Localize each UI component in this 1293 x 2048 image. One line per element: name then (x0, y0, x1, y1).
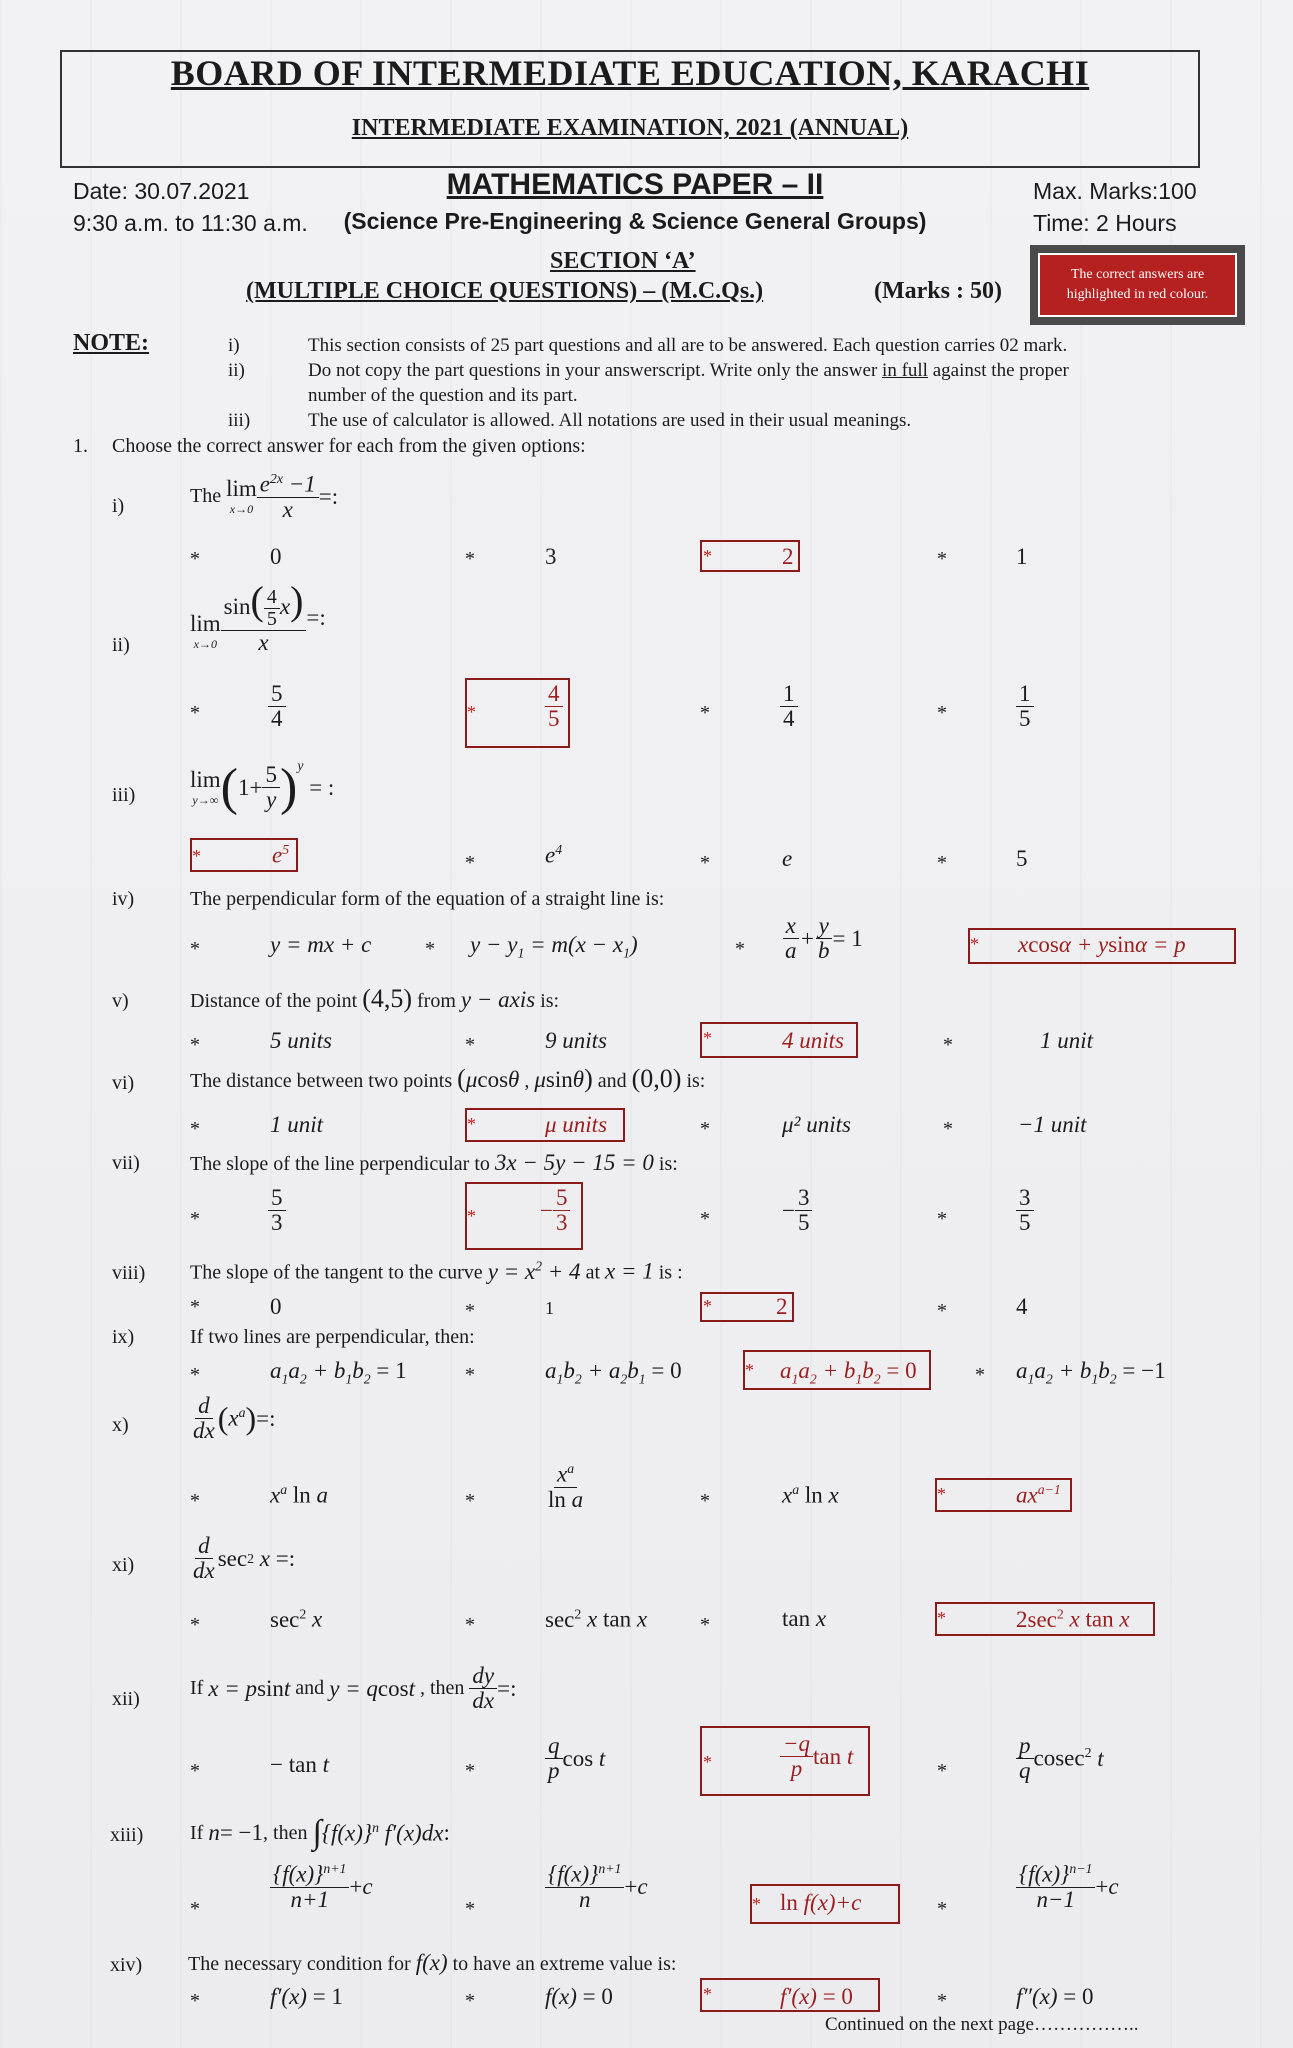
q-xi-opt-a: $\sec^2 x$ (270, 1606, 323, 1632)
q-vii-opt-a: $\frac{5}{3}$ (268, 1186, 286, 1235)
q-xiii-opt-c: ln f(x)+c (780, 1890, 862, 1915)
q-vii-opt-d-star: * (937, 1208, 947, 1230)
q-ii-stem: lim x→0 sin( $\frac{4}{5}$ x) x =: (190, 578, 326, 656)
q-iii-opt-b: $e^4$ (545, 842, 563, 868)
q-vii-text: The slope of the line perpendicular to 3x − 5y − 15 = 0 is: (190, 1150, 678, 1175)
q-xiv-opt-d-star: * (937, 1990, 947, 2012)
note-text-2: Do not copy the part questions in your answerscript. Write only the answer in full against the proper (308, 360, 1069, 381)
q-iv-opt-d: xcosα + ysinα = p (1018, 932, 1186, 957)
q-v-opt-a-star: * (190, 1034, 200, 1056)
q-vii-answer-star: * (467, 1206, 476, 1226)
q-x-opt-a-star: * (190, 1490, 200, 1512)
q-iv-opt-c: $\frac{x}{a}$ + $\frac{y}{b}$ = 1 (782, 914, 863, 963)
q-xiv-num: xiv) (110, 1954, 143, 1976)
q-iii-opt-c-star: * (700, 852, 710, 874)
note-num-3: iii) (228, 410, 251, 431)
q-xiii-answer-star: * (752, 1894, 761, 1914)
q-i-num: i) (112, 495, 125, 517)
q-xiii-opt-b-star: * (465, 1898, 475, 1920)
q-xiv-text: The necessary condition for f(x) to have an extreme value is: (188, 1950, 677, 1975)
question-1-num: 1. (73, 435, 88, 457)
q-iv-opt-b-star: * (425, 938, 435, 960)
q-iii-opt-d-star: * (937, 852, 947, 874)
q-xiii-opt-a-star: * (190, 1898, 200, 1920)
q-ii-opt-c: $\frac{1}{4}$ (780, 682, 798, 731)
q-x-opt-b: $\frac{x^a}{\text{ln a}}$ (548, 1461, 584, 1512)
note-text-2b: number of the question and its part. (308, 385, 578, 406)
q-vi-opt-a: 1 unit (270, 1112, 324, 1137)
q-xiii-stem: If n = −1 , then ∫ $\{f(x)\}^n$ f′(x)dx : (190, 1814, 450, 1851)
q-xi-answer-star: * (937, 1608, 946, 1628)
q-iv-opt-a: y = mx + c (270, 932, 372, 957)
q-xii-opt-a-star: * (190, 1760, 200, 1782)
q-iv-opt-c-star: * (735, 938, 745, 960)
q-v-opt-b-star: * (465, 1034, 475, 1056)
q-xi-num: xi) (112, 1554, 135, 1576)
q-vi-opt-a-star: * (190, 1118, 200, 1140)
q-xiv-opt-d: f″(x) = 0 (1016, 1984, 1094, 2009)
answer-key-badge (1030, 245, 1245, 325)
q-ii-opt-a-star: * (190, 702, 200, 724)
q-xiii-opt-b: $\frac{\{f(x)\}^{n+1}}{n}$ + c (545, 1862, 648, 1912)
section-title: SECTION ‘A’ (550, 248, 696, 274)
q-vi-opt-d-star: * (943, 1118, 953, 1140)
q-viii-opt-b-star: * (465, 1300, 475, 1322)
q-xiii-num: xiii) (110, 1824, 144, 1846)
q-ii-opt-a: $\frac{5}{4}$ (268, 682, 286, 731)
q-v-opt-c: 4 units (782, 1028, 844, 1053)
question-1-text: Choose the correct answer for each from the given options: (112, 435, 586, 457)
exam-title: INTERMEDIATE EXAMINATION, 2021 (ANNUAL) (351, 115, 909, 141)
q-vi-num: vi) (112, 1072, 135, 1094)
q-iv-opt-b: $y - y_1 = m(x - x_1)$ (470, 932, 638, 961)
q-vi-opt-b: μ units (545, 1112, 608, 1137)
q-iii-opt-b-star: * (465, 852, 475, 874)
q-xi-opt-d: $2\sec^2$ x tan x (1016, 1606, 1130, 1632)
q-v-num: v) (112, 990, 129, 1012)
q-i-opt-d-star: * (937, 548, 947, 570)
q-viii-opt-d-star: * (937, 1300, 947, 1322)
q-vii-opt-d: $\frac{3}{5}$ (1016, 1186, 1034, 1235)
q-viii-text: The slope of the tangent to the curve $y = x^2 + 4$ at x = 1 is : (190, 1258, 683, 1284)
q-x-opt-c: $x^a$ ln x (782, 1482, 839, 1508)
q-iv-opt-a-star: * (190, 938, 200, 960)
q-xii-opt-c: $\frac{-q}{p}$ tan t (780, 1732, 853, 1781)
q-ix-opt-d: $a_1a_2 + b_1b_2 = -1$ (1016, 1358, 1166, 1387)
q-ix-answer-star: * (745, 1360, 754, 1380)
q-v-text: Distance of the point (4,5) from y − axis is: (190, 984, 560, 1013)
q-iii-opt-d: 5 (1016, 846, 1028, 871)
q-i-stem: The lim x→0 $\frac{e^{2x} -1}{x}$ =: (190, 471, 339, 522)
badge-line-1: The correct answers are (1070, 267, 1205, 282)
q-vii-num: vii) (112, 1152, 140, 1174)
q-ii-opt-c-star: * (700, 702, 710, 724)
section-marks: (Marks : 50) (874, 278, 1002, 304)
q-xiv-opt-a-star: * (190, 1990, 200, 2012)
q-viii-answer-star: * (703, 1296, 712, 1316)
q-i-answer-star: * (703, 546, 712, 566)
note-text-1: This section consists of 25 part questions and all are to be answered. Each question carries 02 mark. (308, 335, 1068, 356)
section-subtitle: (MULTIPLE CHOICE QUESTIONS) – (M.C.Qs.) (246, 278, 764, 304)
q-xi-stem: $\frac{d}{dx}$ sec 2 x =: (193, 1533, 296, 1584)
q-ix-opt-a-star: * (190, 1364, 200, 1386)
exam-time-range: 9:30 a.m. to 11:30 a.m. (73, 210, 308, 236)
q-viii-opt-c: 2 (776, 1294, 788, 1319)
q-i-opt-c: 2 (782, 544, 794, 569)
q-ii-answer-star: * (467, 702, 476, 722)
q-x-opt-b-star: * (465, 1490, 475, 1512)
q-i-opt-b: 3 (545, 544, 557, 569)
q-viii-opt-a-star: * (190, 1296, 200, 1318)
q-xii-num: xii) (112, 1688, 140, 1710)
q-iv-answer-star: * (970, 934, 979, 954)
q-xiv-opt-c: f′(x) = 0 (780, 1984, 853, 2009)
q-iii-answer-star: * (192, 846, 201, 866)
q-xiii-opt-d: $\frac{\{f(x)\}^{n-1}}{n-1}$ + c (1016, 1862, 1119, 1912)
q-iii-num: iii) (112, 784, 136, 806)
q-xii-opt-d: $\frac{p}{q}$ cosec$^2$ t (1016, 1734, 1104, 1783)
q-xii-opt-b-star: * (465, 1760, 475, 1782)
note-label: NOTE: (73, 330, 150, 356)
duration: Time: 2 Hours (1033, 210, 1177, 236)
q-xii-opt-b: $\frac{q}{p}$ cos t (545, 1734, 605, 1783)
q-v-opt-a: 5 units (270, 1028, 332, 1053)
q-vi-text: The distance between two points (μcosθ , μsinθ) and (0,0) is: (190, 1064, 706, 1093)
note-text-3: The use of calculator is allowed. All notations are used in their usual meanings. (308, 410, 912, 431)
note-num-1: i) (228, 335, 240, 356)
q-v-opt-b: 9 units (545, 1028, 607, 1053)
paper-groups: (Science Pre-Engineering & Science General Groups) (343, 208, 927, 234)
q-ix-opt-c: $a_1a_2 + b_1b_2 = 0$ (780, 1358, 917, 1387)
board-title: BOARD OF INTERMEDIATE EDUCATION, KARACHI (170, 53, 1090, 93)
exam-date: Date: 30.07.2021 (73, 178, 250, 204)
q-viii-num: viii) (112, 1262, 146, 1284)
q-xiv-opt-a: f′(x) = 1 (270, 1984, 343, 2009)
q-x-num: x) (112, 1414, 129, 1436)
q-xi-opt-c-star: * (700, 1614, 710, 1636)
note-num-2: ii) (228, 360, 245, 381)
q-iii-stem: lim y→∞ ( 1+ $\frac{5}{y}$ ) $^y$ = : (190, 758, 335, 816)
paper-title: MATHEMATICS PAPER – II (446, 168, 824, 201)
q-xi-opt-c: tan x (782, 1606, 827, 1631)
q-ii-num: ii) (112, 634, 130, 656)
q-x-opt-a: $x^a$ ln a (270, 1482, 329, 1508)
q-i-opt-d: 1 (1016, 544, 1028, 569)
q-x-opt-d: $ax^{a-1}$ (1016, 1482, 1061, 1508)
max-marks: Max. Marks:100 (1033, 178, 1197, 204)
q-vi-answer-star: * (467, 1114, 476, 1134)
q-vii-opt-c-star: * (700, 1208, 710, 1230)
q-iv-num: iv) (112, 888, 135, 910)
q-i-opt-b-star: * (465, 548, 475, 570)
q-x-stem: $\frac{d}{dx}$ ( $x^a$ ) =: (193, 1393, 276, 1444)
q-xiii-opt-a: $\frac{\{f(x)\}^{n+1}}{n+1}$ + c (270, 1862, 373, 1912)
q-ix-opt-d-star: * (975, 1364, 985, 1386)
q-viii-opt-a: 0 (270, 1294, 282, 1319)
q-xiv-answer-star: * (703, 1984, 712, 2004)
q-ii-opt-d: $\frac{1}{5}$ (1016, 682, 1034, 731)
q-ix-num: ix) (112, 1326, 135, 1348)
q-viii-opt-d: 4 (1016, 1294, 1028, 1319)
q-i-opt-a: 0 (270, 544, 282, 569)
q-vi-opt-c-star: * (700, 1118, 710, 1140)
q-vii-opt-b: − $\frac{5}{3}$ (540, 1186, 570, 1235)
q-v-opt-d-star: * (943, 1034, 953, 1056)
badge-line-2: highlighted in red colour. (1066, 287, 1209, 302)
q-v-answer-star: * (703, 1028, 712, 1048)
q-vi-opt-d: −1 unit (1018, 1112, 1087, 1137)
q-xiv-opt-b-star: * (465, 1990, 475, 2012)
q-x-opt-c-star: * (700, 1490, 710, 1512)
q-iv-text: The perpendicular form of the equation of a straight line is: (190, 888, 665, 910)
q-iii-opt-a: $e^5$ (272, 842, 290, 868)
q-vi-opt-c: μ² units (782, 1112, 851, 1137)
q-x-answer-star: * (937, 1484, 946, 1504)
q-xii-opt-a: − tan t (270, 1752, 329, 1777)
q-xiii-opt-d-star: * (937, 1898, 947, 1920)
q-ii-opt-b: $\frac{4}{5}$ (545, 682, 563, 731)
q-xii-opt-d-star: * (937, 1760, 947, 1782)
q-v-opt-d: 1 unit (1040, 1028, 1094, 1053)
q-ii-opt-d-star: * (937, 702, 947, 724)
q-viii-opt-b: 1 (545, 1298, 554, 1318)
q-xi-opt-a-star: * (190, 1614, 200, 1636)
q-vii-opt-c: − $\frac{3}{5}$ (782, 1186, 812, 1235)
q-xii-stem: If x = p sin t and y = q cos t , then $\frac{dy}{dx}$ =: (190, 1663, 517, 1714)
q-ix-opt-b-star: * (465, 1364, 475, 1386)
q-xi-opt-b-star: * (465, 1614, 475, 1636)
q-xii-answer-star: * (703, 1752, 712, 1772)
q-vii-opt-a-star: * (190, 1208, 200, 1230)
q-iii-opt-c: e (782, 846, 793, 871)
continued-footer: Continued on the next page…………….. (825, 2014, 1139, 2035)
q-i-opt-a-star: * (190, 548, 200, 570)
q-xiv-opt-b: f(x) = 0 (545, 1984, 613, 2009)
q-xi-opt-b: $\sec^2 x$ tan x (545, 1606, 648, 1632)
q-ix-opt-b: $a_1b_2 + a_2b_1 = 0$ (545, 1358, 682, 1387)
q-ix-opt-a: $a_1a_2 + b_1b_2 = 1$ (270, 1358, 407, 1387)
q-ix-text: If two lines are perpendicular, then: (190, 1326, 475, 1348)
